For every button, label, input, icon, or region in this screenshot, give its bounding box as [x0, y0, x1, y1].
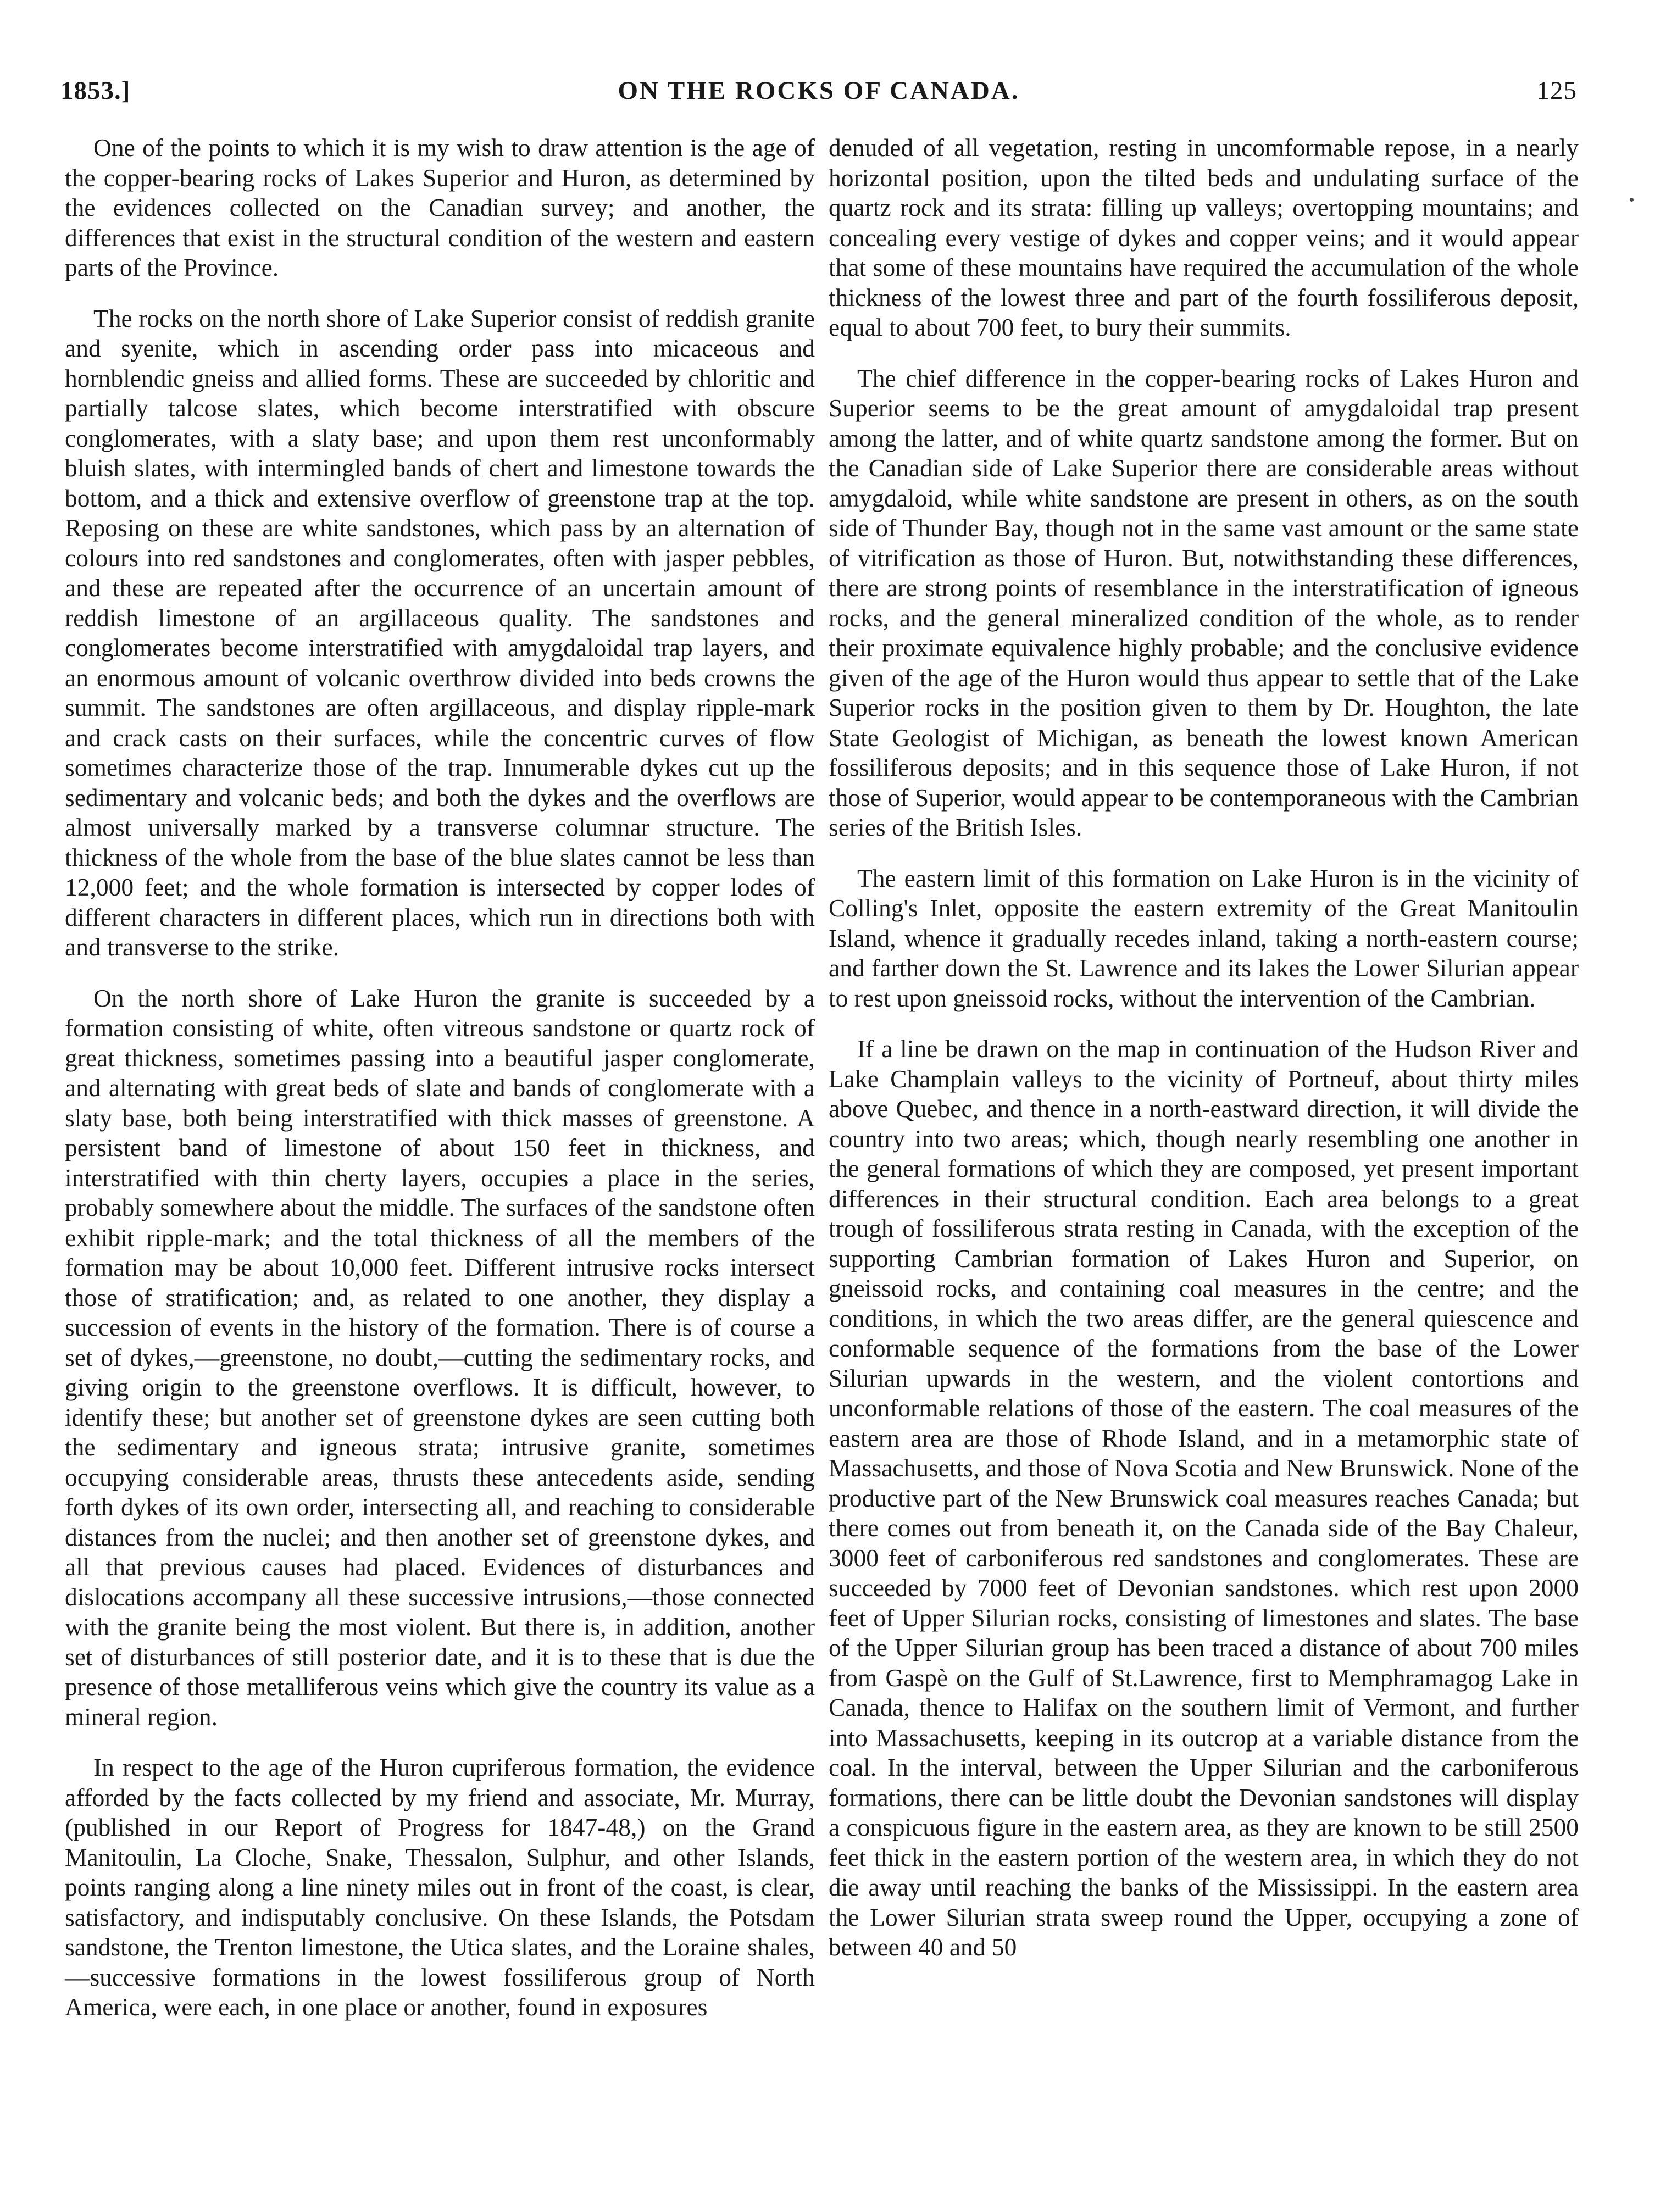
ink-speck	[1630, 198, 1634, 202]
header-title: ON THE ROCKS OF CANADA.	[618, 76, 1020, 105]
running-head	[60, 76, 1577, 120]
paragraph: The rocks on the north shore of Lake Superior consist of reddish granite and syenite, which in ascending order pass into micaceous and hornblendic gneiss and allied forms. These are succeeded by chloritic and partially talcose slates, which become interstratified with obscure conglomerates, with a slaty base; and upon them rest unconformably bluish slates, with intermingled bands of chert and limestone towards the bottom, and a thick and extensive overflow of greenstone trap at the top. Reposing on these are white sandstones, which pass by an alternation of colours into red sandstones and conglomerates, often with jasper pebbles, and these are repeated after the occurrence of an uncertain amount of reddish limestone of an argillaceous quality. The sandstones and conglomerates become interstratified with amygdaloidal trap layers, and an enormous amount of volcanic overthrow divided into beds crowns the summit. The sandstones are often argillaceous, and display ripple-mark and crack casts on their surfaces, while the concentric curves of flow sometimes characterize those of the trap. Innumerable dykes cut up the sedimentary and volcanic beds; and both the dykes and the overflows are almost universally marked by a transverse columnar structure. The thickness of the whole from the base of the blue slates cannot be less than 12,000 feet; and the whole formation is intersected by copper lodes of different characters in different places, which run in directions both with and transverse to the strike.	[65, 304, 815, 961]
paragraph: The chief difference in the copper-bearing rocks of Lakes Huron and Superior seems to be the great amount of amygdaloidal trap present among the latter, and of white quartz sandstone among the former. But on the Canadian side of Lake Superior there are considerable areas without amygdaloid, while white sandstone are present in others, as on the south side of Thunder Bay, though not in the same vast amount or the same state of vitrification as those of Huron. But, notwithstanding these differences, there are strong points of resemblance in the interstratification of igneous rocks, and the general mineralized condition of the whole, as to render their proximate equivalence highly probable; and the conclusive evidence given of the age of the Huron would thus appear to settle that of the Lake Superior rocks in the position given to them by Dr. Houghton, the late State Geologist of Michigan, as beneath the lowest known American fossiliferous deposits; and in this sequence those of Lake Huron, if not those of Superior, would appear to be contemporaneous with the Cambrian series of the British Isles.	[829, 364, 1579, 841]
paragraph: One of the points to which it is my wish to draw attention is the age of the copper-bearing rocks of Lakes Superior and Huron, as determined by the evidences collected on the Canadian survey; and another, the differences that exist in the structural condition of the western and eastern parts of the Province.	[65, 134, 815, 281]
page-number: 125	[1536, 76, 1577, 105]
header-year: 1853.]	[60, 76, 131, 105]
paragraph: If a line be drawn on the map in continuation of the Hudson River and Lake Champlain valleys to the vicinity of Portneuf, about thirty miles above Quebec, and thence in a north-eastward direction, it will divide the country into two areas; which, though nearly resembling one another in the general formations of which they are composed, yet present important differences in their structural condition. Each area belongs to a great trough of fossiliferous strata resting in Canada, with the exception of the supporting Cambrian formation of Lakes Huron and Superior, on gneissoid rocks, and containing coal measures in the centre; and the conditions, in which the two areas differ, are the general quiescence and conformable sequence of the formations from the base of the Lower Silurian upwards in the western, and the violent contortions and unconformable relations of those of the eastern. The coal measures of the eastern area are those of Rhode Island, and in a metamorphic state of Massachusetts, and those of Nova Scotia and New Brunswick. None of the productive part of the New Brunswick coal measures reaches Canada; but there comes out from beneath it, on the Canada side of the Bay Chaleur, 3000 feet of carboniferous red sandstones and conglomerates. These are succeeded by 7000 feet of Devonian sandstones. which rest upon 2000 feet of Upper Silurian rocks, consisting of limestones and slates. The base of the Upper Silurian group has been traced a distance of about 700 miles from Gaspè on the Gulf of St.Lawrence, first to Memphramagog Lake in Canada, thence to Halifax on the southern limit of Vermont, and further into Massachusetts, keeping in its outcrop at a variable distance from the coal. In the interval, between the Upper Silurian and the carboniferous formations, there can be little doubt the Devonian sandstones will display a conspicuous figure in the eastern area, as they are known to be still 2500 feet thick in the eastern portion of the western area, in which they do not die away until reaching the banks of the Mississippi. In the eastern area the Lower Silurian strata sweep round the Upper, occupying a zone of between 40 and 50	[829, 1035, 1579, 1961]
right-column	[829, 133, 1579, 1963]
left-column	[65, 133, 815, 2022]
paragraph-continued: denuded of all vegetation, resting in uncomformable repose, in a nearly horizontal position, upon the tilted beds and undulating surface of the quartz rock and its strata: filling up valleys; overtopping mountains; and concealing every vestige of dykes and copper veins; and it would appear that some of these mountains have required the accumulation of the whole thickness of the lowest three and part of the fourth fossiliferous deposit, equal to about 700 feet, to bury their summits.	[829, 134, 1579, 341]
paragraph: In respect to the age of the Huron cupriferous formation, the evidence afforded by the facts collected by my friend and associate, Mr. Murray, (published in our Report of Progress for 1847-48,) on the Grand Manitoulin, La Cloche, Snake, Thessalon, Sulphur, and other Islands, points ranging along a line ninety miles out in front of the coast, is clear, satisfactory, and indisputably conclusive. On these Islands, the Potsdam sandstone, the Trenton limestone, the Utica slates, and the Loraine shales,—successive formations in the lowest fossiliferous group of North America, were each, in one place or another, found in exposures	[65, 1753, 815, 2021]
paragraph: On the north shore of Lake Huron the granite is succeeded by a formation consisting of white, often vitreous sandstone or quartz rock of great thickness, sometimes passing into a beautiful jasper conglomerate, and alternating with great beds of slate and bands of conglomerate with a slaty base, both being interstratified with thick masses of greenstone. A persistent band of limestone of about 150 feet in thickness, and interstratified with thin cherty layers, occupies a place in the series, probably somewhere about the middle. The surfaces of the sandstone often exhibit ripple-mark; and the total thickness of all the members of the formation may be about 10,000 feet. Different intrusive rocks intersect those of stratification; and, as related to one another, they display a succession of events in the history of the formation. There is of course a set of dykes,—greenstone, no doubt,—cutting the sedimentary rocks, and giving origin to the greenstone overflows. It is difficult, however, to identify these; but another set of greenstone dykes are seen cutting both the sedimentary and igneous strata; intrusive granite, sometimes occupying considerable areas, thrusts these antecedents aside, sending forth dykes of its own order, intersecting all, and reaching to considerable distances from the nuclei; and then another set of greenstone dykes, and all that previous causes had placed. Evidences of disturbances and dislocations accompany all these successive intrusions,—those connected with the granite being the most violent. But there is, in addition, another set of disturbances of still posterior date, and it is to these that is due the presence of those metalliferous veins which give the country its value as a mineral region.	[65, 983, 815, 1731]
paragraph: The eastern limit of this formation on Lake Huron is in the vicinity of Colling's Inlet, opposite the eastern extremity of the Great Manitoulin Island, whence it gradually recedes inland, taking a north-eastern course; and farther down the St. Lawrence and its lakes the Lower Silurian appear to rest upon gneissoid rocks, without the intervention of the Cambrian.	[829, 864, 1579, 1012]
